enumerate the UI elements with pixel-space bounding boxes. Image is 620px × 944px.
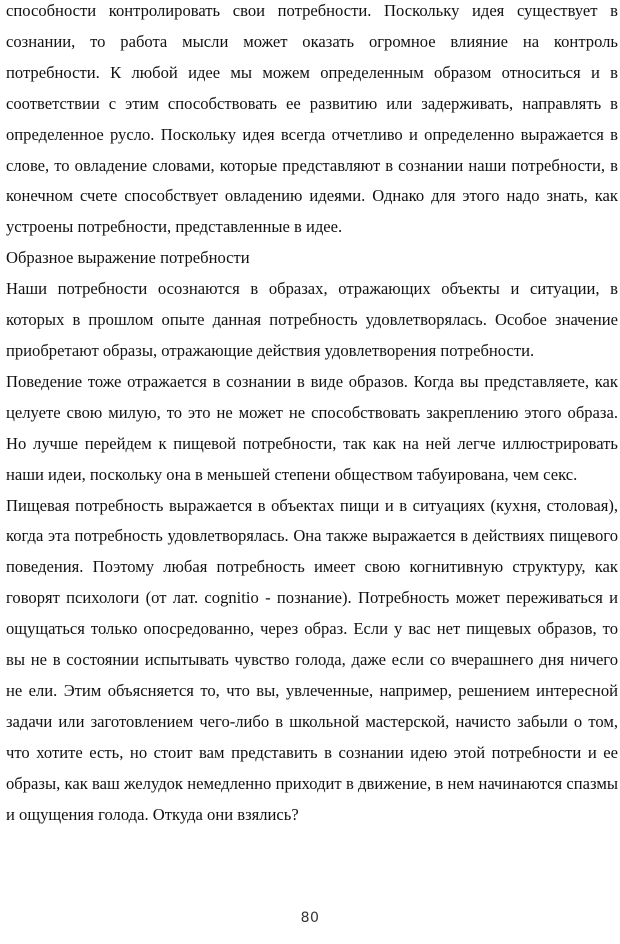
- page-number: 80: [300, 910, 320, 926]
- paragraph-food-need: Пищевая потребность выражается в объектах пищи и в ситуациях (кухня, столовая), когда эта потребность удовлетворялась. Она также выражается в действиях пищевого поведения. Поэтому любая потребность имеет свою когнитивную структуру, как говорят психологи (от лат. cognitio - познание). Потребность может переживаться и ощущаться только опосредованно, через образ. Если у вас нет пищевых образов, то вы не в состоянии испытывать чувство голода, даже если со вчерашнего дня ничего не ели. Этим объясняется то, что вы, увлеченные, например, решением интересной задачи или заготовлением чего-либо в школьной мастерской, начисто забыли о том, что хотите есть, но стоит вам представить в сознании идею этой потребности и ее образы, как ваш желудок немедленно приходит в движение, в нем начинаются спазмы и ощущения голода. Откуда они взялись?: [6, 495, 618, 824]
- section-heading: Образное выражение потребности: [6, 248, 250, 268]
- paragraph-behavior: Поведение тоже отражается в сознании в виде образов. Когда вы представляете, как целуете свою милую, то это не может не способствовать закреплению этого образа. Но лучше перейдем к пищевой потребности, так как на ней легче иллюстрировать наши идеи, поскольку она в меньшей степени обществом табуирована, чем секс.: [6, 371, 618, 484]
- page-body: [6, 0, 618, 830]
- paragraph-intro: способности контролировать свои потребности. Поскольку идея существует в сознании, то работа мысли может оказать огромное влияние на контроль потребности. К любой идее мы можем определенным образом относиться и в соответствии с этим способствовать ее развитию или задерживать, направлять в определенное русло. Поскольку идея всегда отчетливо и определенно выражается в слове, то овладение словами, которые представляют в сознании наши потребности, в конечном счете способствует овладению идеями. Однако для этого надо знать, как устроены потребности, представленные в идее.: [6, 1, 618, 237]
- paragraph-images: Наши потребности осознаются в образах, отражающих объекты и ситуации, в которых в прошлом опыте данная потребность удовлетворялась. Особое значение приобретают образы, отражающие действия удовлетворения потребности.: [6, 279, 618, 360]
